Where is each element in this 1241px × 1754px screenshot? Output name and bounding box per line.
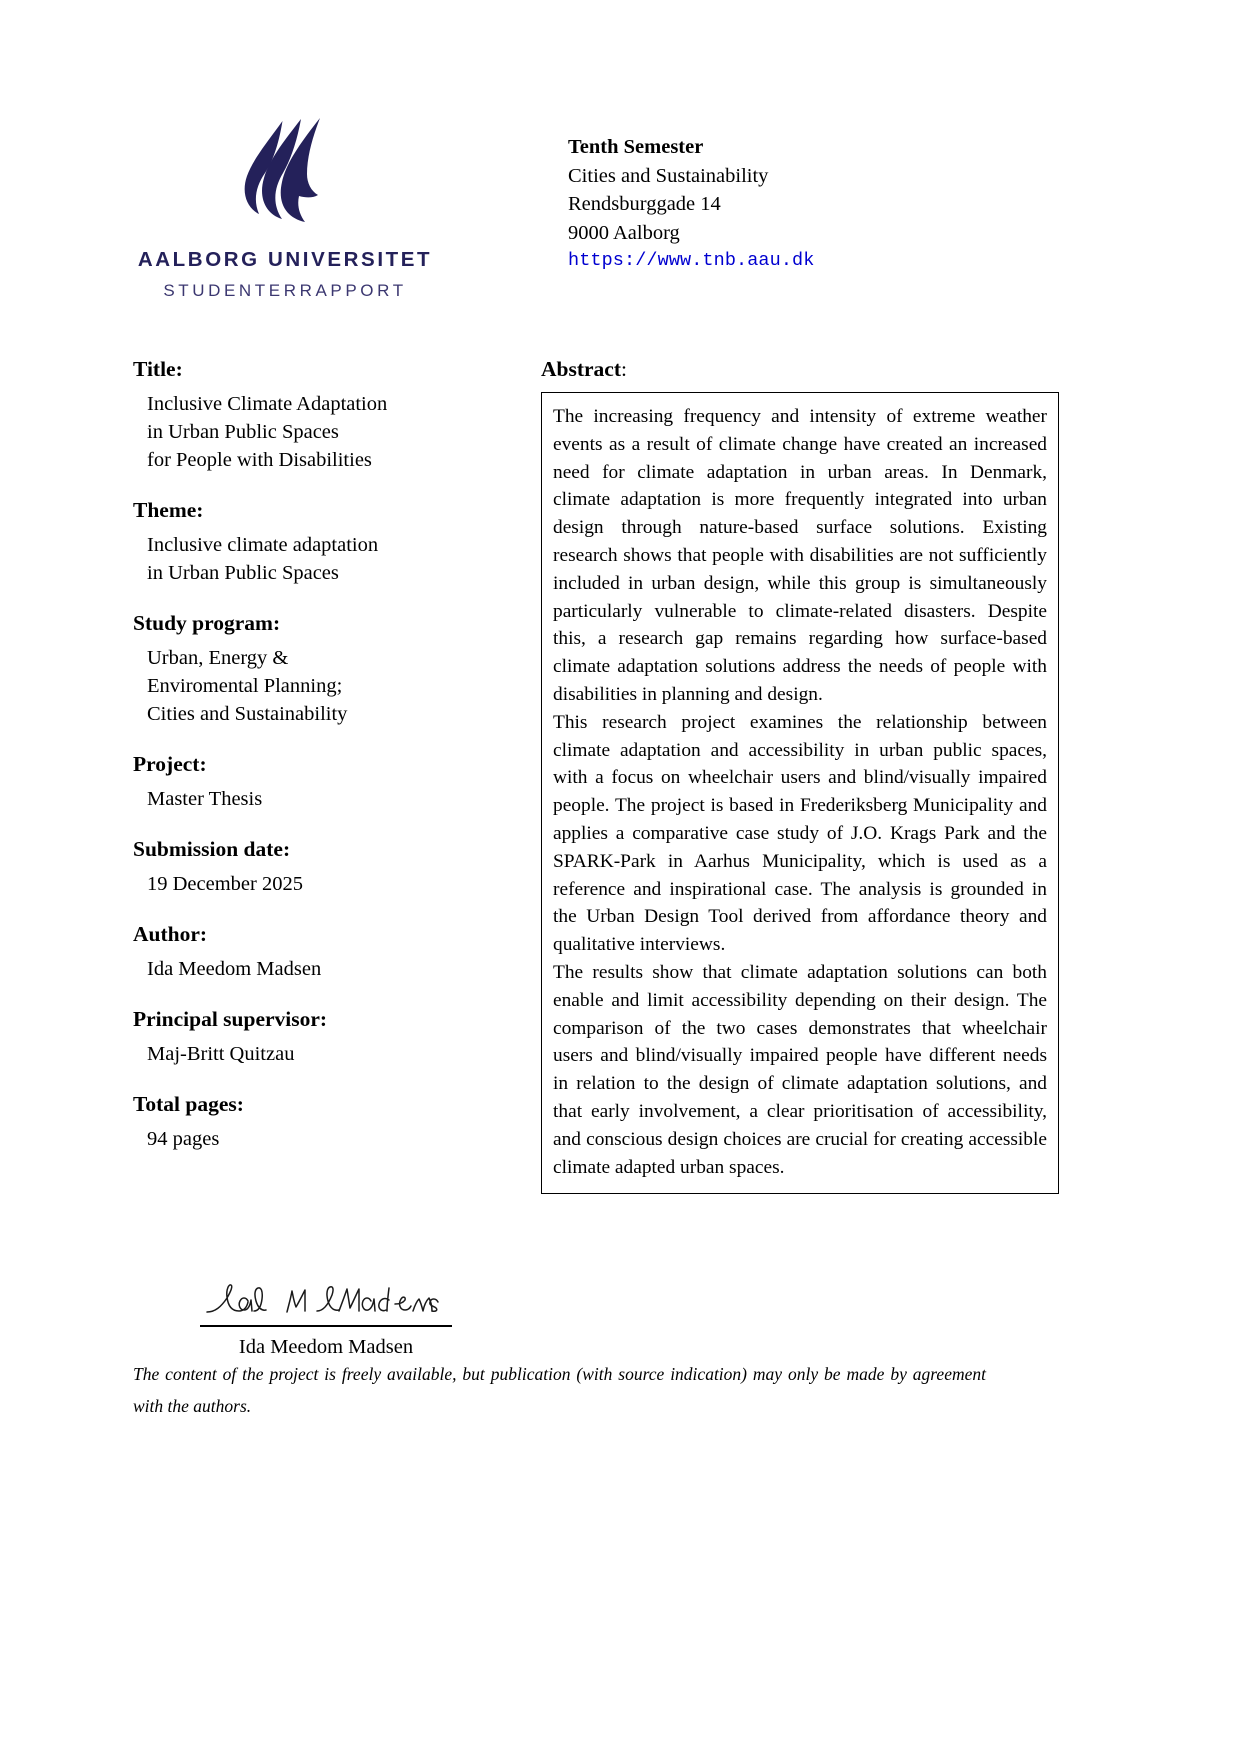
meta-value-line: Cities and Sustainability <box>147 703 348 725</box>
meta-values <box>133 644 523 728</box>
meta-value-line: Inclusive climate adaptation <box>147 534 379 556</box>
meta-label: Total pages: <box>133 1092 244 1116</box>
abstract-paragraph: The increasing frequency and intensity of extreme weather events as a result of climate change have created an increased need for climate adaptation in urban areas. In Denmark, climate adaptation is more frequently integrated into urban design through nature-based surface solutions. Existing research shows that people with disabilities are not sufficiently included in urban design, while this group is simultaneously particularly vulnerable to climate-related disasters. Despite this, a research gap remains regarding how surface-based climate adaptation solutions address the needs of people with disabilities in planning and design. <box>553 406 1047 705</box>
meta-label: Author: <box>133 922 208 946</box>
meta-values <box>133 1125 523 1153</box>
meta-label: Project: <box>133 752 207 776</box>
meta-value-line: in Urban Public Spaces <box>147 421 339 443</box>
abstract-heading-colon: : <box>621 357 627 381</box>
meta-label: Study program: <box>133 611 281 635</box>
meta-group-total-pages <box>133 1090 523 1153</box>
meta-value-line: in Urban Public Spaces <box>147 562 339 584</box>
abstract-paragraph: This research project examines the relationship between climate adaptation and accessibility in urban public spaces, with a focus on wheelchair users and blind/visually impaired people. The project is based in Frederiksberg Municipality and applies a comparative case study of J.O. Krags Park and the SPARK-Park in Aarhus Municipality, which is used as a reference and inspirational case. The analysis is grounded in the Urban Design Tool derived from affordance theory and qualitative interviews. <box>553 711 1047 956</box>
meta-values <box>133 870 523 898</box>
meta-value-line: Master Thesis <box>147 788 263 810</box>
aau-report-type: STUDENTERRAPPORT <box>163 281 407 300</box>
program-label: Cities and Sustainability <box>568 164 769 187</box>
meta-label: Submission date: <box>133 837 291 861</box>
meta-group-theme <box>133 496 523 587</box>
abstract-section <box>541 355 1059 1194</box>
abstract-box <box>541 392 1059 1194</box>
aau-wordmark: AALBORG UNIVERSITET <box>137 248 433 271</box>
meta-value-line: Inclusive Climate Adaptation <box>147 393 388 415</box>
meta-group-study-program <box>133 609 523 728</box>
aau-logo-block <box>135 118 435 301</box>
meta-label: Title: <box>133 357 183 381</box>
city-label: 9000 Aalborg <box>568 221 680 244</box>
semester-label: Tenth Semester <box>568 136 704 158</box>
project-metadata <box>133 355 523 1175</box>
meta-value-line: 19 December 2025 <box>147 873 303 895</box>
meta-label: Theme: <box>133 498 204 522</box>
meta-group-submission-date <box>133 835 523 898</box>
meta-group-principal-supervisor <box>133 1005 523 1068</box>
meta-value-line: Ida Meedom Madsen <box>147 958 322 980</box>
meta-group-project <box>133 750 523 813</box>
abstract-paragraph: The results show that climate adaptation solutions can both enable and limit accessibility depending on their design. The comparison of the two cases demonstrates that wheelchair users and blind/visually impaired people have different needs in relation to the design of climate adaptation solutions, and that early involvement, a clear prioritisation of accessibility, and conscious design choices are crucial for creating accessible climate adapted urban spaces. <box>553 961 1047 1178</box>
meta-values <box>133 390 523 474</box>
meta-group-title <box>133 355 523 474</box>
signature-block <box>146 1278 506 1361</box>
meta-group-author <box>133 920 523 983</box>
meta-value-line: for People with Disabilities <box>147 449 372 471</box>
aau-logo-icon <box>225 118 345 226</box>
meta-value-line: 94 pages <box>147 1128 220 1150</box>
meta-values <box>133 955 523 983</box>
meta-value-line: Enviromental Planning; <box>147 675 343 697</box>
abstract-heading <box>541 355 1059 384</box>
signature-rule <box>200 1325 452 1327</box>
meta-label: Principal supervisor: <box>133 1007 328 1031</box>
meta-values <box>133 531 523 587</box>
street-label: Rendsburggade 14 <box>568 193 721 216</box>
meta-values <box>133 1040 523 1068</box>
abstract-heading-text: Abstract <box>541 357 622 381</box>
meta-value-line: Urban, Energy & <box>147 647 289 669</box>
department-address <box>568 133 814 276</box>
signature-printed-name: Ida Meedom Madsen <box>238 1335 414 1358</box>
department-url-link[interactable]: https://www.tnb.aau.dk <box>568 250 815 272</box>
handwritten-signature-icon <box>201 1278 451 1324</box>
meta-values <box>133 785 523 813</box>
copyright-note: The content of the project is freely available, but publication (with source indication) may only be made by agreement with the authors. <box>133 1364 986 1416</box>
meta-value-line: Maj-Britt Quitzau <box>147 1043 295 1065</box>
page-header <box>0 0 1241 330</box>
